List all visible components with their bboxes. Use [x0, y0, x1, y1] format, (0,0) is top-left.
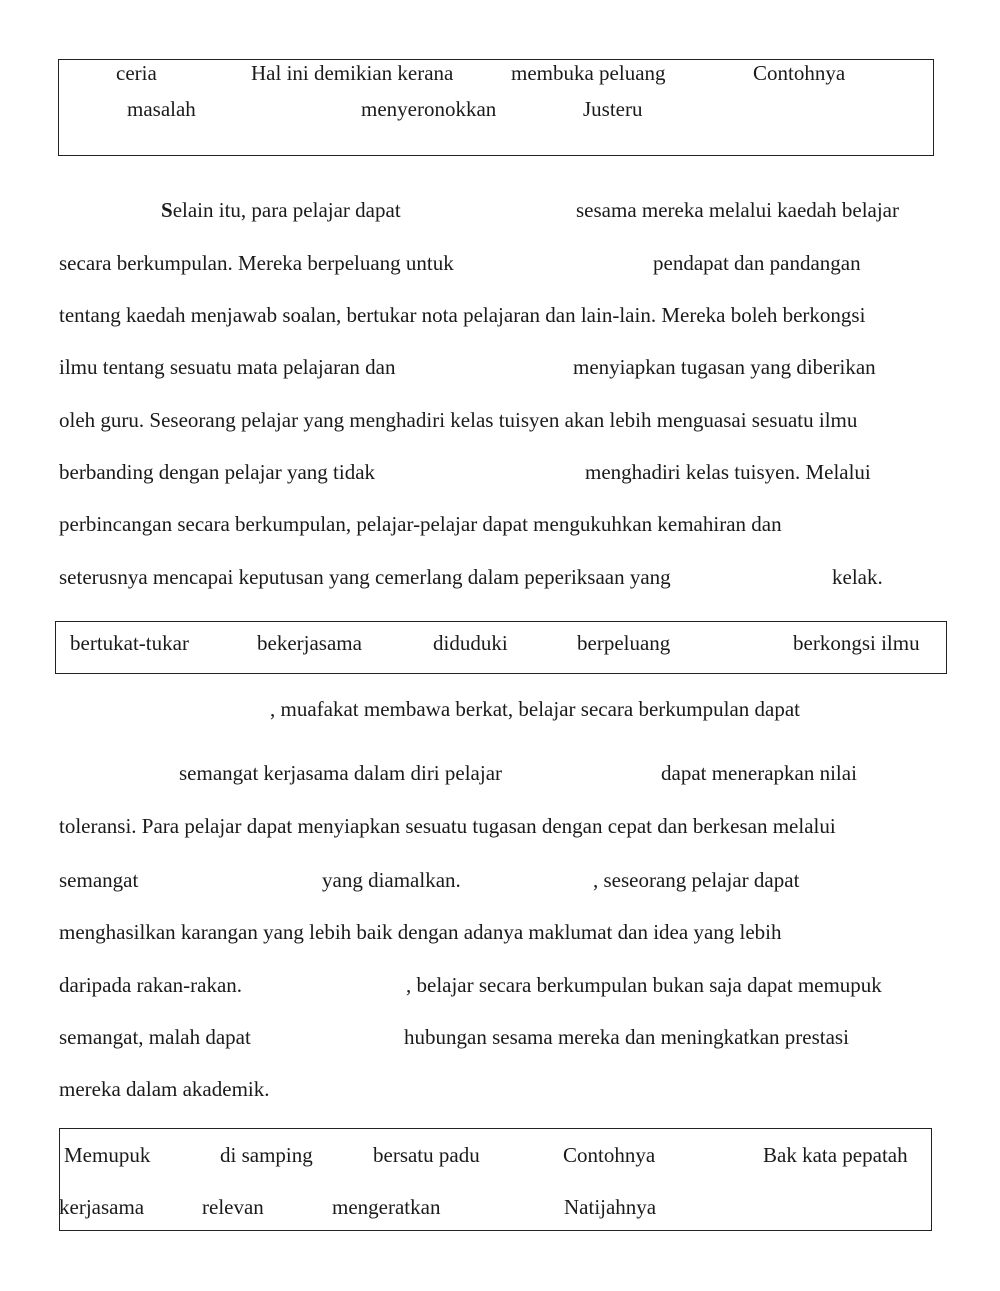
- word-option[interactable]: Bak kata pepatah: [763, 1143, 908, 1167]
- text-line: menghadiri kelas tuisyen. Melalui: [585, 460, 871, 484]
- word-option[interactable]: Contohnya: [753, 61, 846, 85]
- word-option[interactable]: berkongsi ilmu: [793, 631, 920, 655]
- word-option[interactable]: membuka peluang: [511, 61, 666, 85]
- text-line: perbincangan secara berkumpulan, pelajar-pelajar dapat mengukuhkan kemahiran dan: [59, 512, 782, 536]
- text-line: mereka dalam akademik.: [59, 1077, 270, 1101]
- text-line: kelak.: [832, 565, 883, 589]
- text-line: , muafakat membawa berkat, belajar secara berkumpulan dapat: [270, 697, 800, 721]
- word-option[interactable]: ceria: [116, 61, 157, 85]
- text-line: ilmu tentang sesuatu mata pelajaran dan: [59, 355, 396, 379]
- text-line: toleransi. Para pelajar dapat menyiapkan sesuatu tugasan dengan cepat dan berkesan melalui: [59, 814, 836, 838]
- text-line: sesama mereka melalui kaedah belajar: [576, 198, 899, 222]
- text-line: pendapat dan pandangan: [653, 251, 861, 275]
- word-option[interactable]: Hal ini demikian kerana: [251, 61, 454, 85]
- word-option[interactable]: relevan: [202, 1195, 264, 1219]
- text-line: menyiapkan tugasan yang diberikan: [573, 355, 876, 379]
- text-line: secara berkumpulan. Mereka berpeluang untuk: [59, 251, 454, 275]
- drop-letter: S: [161, 198, 173, 222]
- text-segment: elain itu, para pelajar dapat: [172, 198, 401, 222]
- text-line: oleh guru. Seseorang pelajar yang menghadiri kelas tuisyen akan lebih menguasai sesuatu ilmu: [59, 408, 858, 432]
- text-line: berbanding dengan pelajar yang tidak: [59, 460, 376, 484]
- text-line: tentang kaedah menjawab soalan, bertukar nota pelajaran dan lain-lain. Mereka boleh berkongsi: [59, 303, 866, 327]
- text-line: dapat menerapkan nilai: [661, 761, 857, 785]
- word-option[interactable]: diduduki: [433, 631, 508, 655]
- word-option[interactable]: Memupuk: [64, 1143, 151, 1167]
- text-line: , seseorang pelajar dapat: [593, 868, 800, 892]
- word-option[interactable]: bekerjasama: [257, 631, 362, 655]
- text-line: , belajar secara berkumpulan bukan saja dapat memupuk: [406, 973, 882, 997]
- word-option[interactable]: mengeratkan: [332, 1195, 441, 1219]
- word-option[interactable]: bertukat-tukar: [70, 631, 189, 655]
- word-option[interactable]: kerjasama: [59, 1195, 145, 1219]
- text-line: seterusnya mencapai keputusan yang cemerlang dalam peperiksaan yang: [59, 565, 671, 589]
- word-option[interactable]: menyeronokkan: [361, 97, 497, 121]
- text-line: daripada rakan-rakan.: [59, 973, 243, 997]
- word-option[interactable]: berpeluang: [577, 631, 671, 655]
- text-line: semangat, malah dapat: [59, 1025, 251, 1049]
- word-option[interactable]: Natijahnya: [564, 1195, 657, 1219]
- text-line: semangat kerjasama dalam diri pelajar: [179, 761, 503, 785]
- word-option[interactable]: Contohnya: [563, 1143, 656, 1167]
- text-line: hubungan sesama mereka dan meningkatkan prestasi: [404, 1025, 849, 1049]
- text-line: yang diamalkan.: [322, 868, 461, 892]
- text-line: menghasilkan karangan yang lebih baik dengan adanya maklumat dan idea yang lebih: [59, 920, 782, 944]
- word-option[interactable]: bersatu padu: [373, 1143, 480, 1167]
- text-line: semangat: [59, 868, 139, 892]
- text-line: [161, 200, 401, 221]
- word-option[interactable]: Justeru: [583, 97, 643, 121]
- word-option[interactable]: masalah: [127, 97, 196, 121]
- word-option[interactable]: di samping: [220, 1143, 313, 1167]
